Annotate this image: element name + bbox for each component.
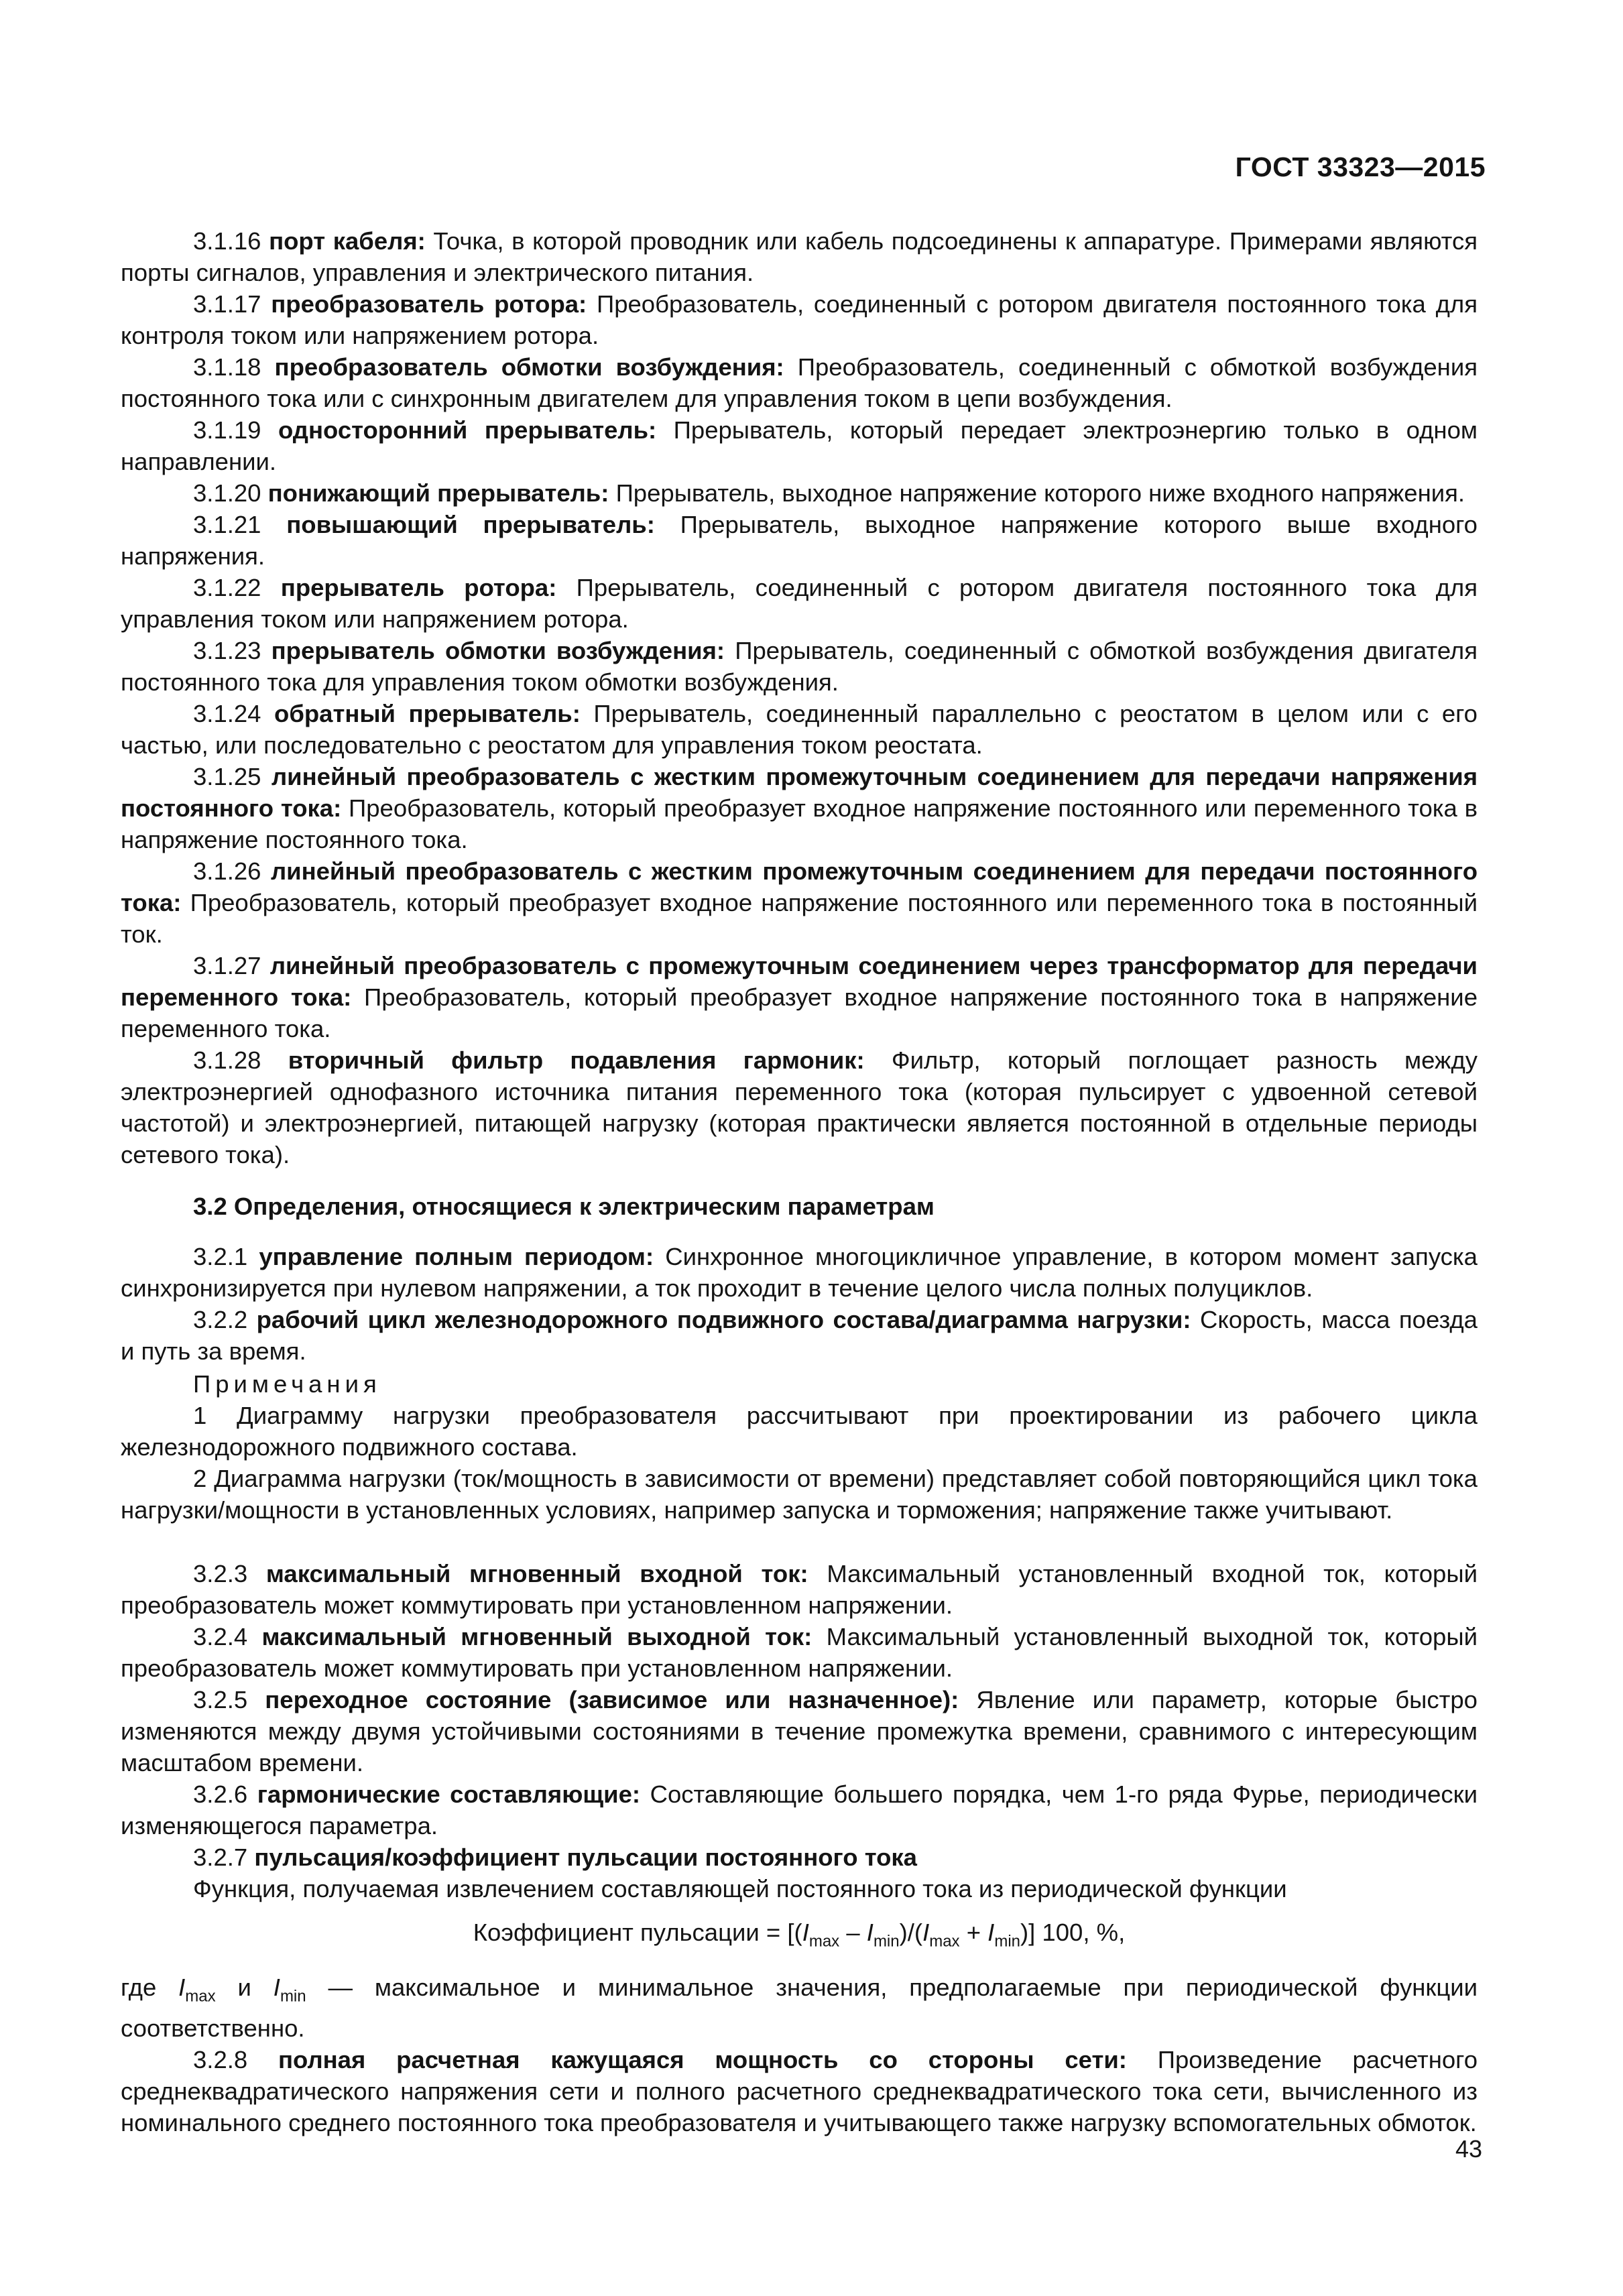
term-number: 3.1.23 <box>193 637 261 664</box>
term-text: Составляющие большего порядка, чем 1-го ряда Фурье, периодически изменяющегося параметра. <box>121 1780 1478 1839</box>
term-name: порт кабеля: <box>269 227 426 255</box>
term-name: пульсация/коэффициент пульсации постоянного тока <box>254 1844 917 1871</box>
term-definition <box>121 572 1478 635</box>
term-number: 3.1.27 <box>193 952 261 979</box>
term-definition <box>121 1778 1478 1841</box>
term-text: Преобразователь, который преобразует входное напряжение постоянного тока в напряжение переменного тока. <box>121 983 1478 1042</box>
term-number: 3.2.6 <box>193 1780 248 1808</box>
term-name: максимальный мгновенный выходной ток: <box>261 1623 813 1650</box>
term-name: односторонний прерыватель: <box>278 416 657 444</box>
term-text: Скорость, масса поезда и путь за время. <box>121 1306 1478 1365</box>
term-text: Преобразователь, соединенный с ротором двигателя постоянного тока для контроля током или напряжением ротора. <box>121 290 1478 349</box>
term-definition <box>121 351 1478 414</box>
term-name: управление полным периодом: <box>259 1243 654 1270</box>
document-code: ГОСТ 33323—2015 <box>1235 152 1486 182</box>
term-text: Максимальный установленный выходной ток, который преобразователь может коммутировать при установленном напряжении. <box>121 1623 1478 1682</box>
term-number: 3.1.28 <box>193 1046 261 1074</box>
term-name: обратный прерыватель: <box>274 700 581 727</box>
term-definition <box>121 1241 1478 1304</box>
term-definition <box>121 288 1478 351</box>
ripple-formula: Коэффициент пульсации = $[(I_{max} - I_{min})/(I_{max} + I_{min})]$ 100, %, <box>473 1919 1126 1951</box>
term-number: 3.1.20 <box>193 479 261 507</box>
terms-list-3-2-b <box>121 1558 1478 1873</box>
term-definition <box>121 509 1478 572</box>
term-definition <box>121 635 1478 698</box>
term-name: гармонические составляющие: <box>257 1780 641 1808</box>
term-name: линейный преобразователь с жестким промежуточным соединением для передачи постоянного тока: <box>121 857 1478 916</box>
note-item: 2 Диаграмма нагрузки (ток/мощность в зависимости от времени) представляет собой повторяющийся цикл тока нагрузки/мощности в установленных условиях, например запуска и торможения; напряжение также учитывают. <box>121 1465 1478 1524</box>
ripple-intro: Функция, получаемая извлечением составляющей постоянного тока из периодической функции <box>193 1875 1287 1902</box>
term-number: 3.1.16 <box>193 227 261 255</box>
term-name: понижающий прерыватель: <box>267 479 609 507</box>
term-number: 3.2.5 <box>193 1686 248 1713</box>
term-definition <box>121 855 1478 950</box>
term-number: 3.1.21 <box>193 511 261 538</box>
term-name: преобразователь ротора: <box>271 290 587 318</box>
term-number: 3.2.1 <box>193 1243 248 1270</box>
notes-heading: Примечания <box>193 1370 381 1398</box>
term-definition <box>121 950 1478 1044</box>
page-body <box>121 225 1478 2138</box>
term-name: линейный преобразователь с промежуточным соединением через трансформатор для передачи переменного тока: <box>121 952 1478 1011</box>
term-definition <box>121 1304 1478 1367</box>
note-item: 1 Диаграмму нагрузки преобразователя рассчитывают при проектировании из рабочего цикла железнодорожного подвижного состава. <box>121 1402 1478 1461</box>
term-number: 3.2.4 <box>193 1623 248 1650</box>
term-number: 3.1.24 <box>193 700 261 727</box>
spacer <box>121 1526 1478 1558</box>
term-name: рабочий цикл железнодорожного подвижного состава/диаграмма нагрузки: <box>256 1306 1191 1333</box>
term-text: Синхронное многоцикличное управление, в котором момент запуска синхронизируется при нулевом напряжении, а ток проходит в течение целого числа полных полуциклов. <box>121 1243 1478 1302</box>
term-text: Прерыватель, который передает электроэнергию только в одном направлении. <box>121 416 1478 475</box>
term-text: Преобразователь, соединенный с обмоткой возбуждения постоянного тока или с синхронным двигателем для управления током в цепи возбуждения. <box>121 353 1478 412</box>
term-text: Произведение расчетного среднеквадратического напряжения сети и полного расчетного среднеквадратического тока сети, вычисленного из номинального среднего постоянного тока преобразователя и учитывающего также нагрузку вспомогательных обмоток. <box>121 2045 1478 2136</box>
term-name: линейный преобразователь с жестким промежуточным соединением для передачи напряжения постоянного тока: <box>121 763 1478 822</box>
term-name: полная расчетная кажущаяся мощность со стороны сети: <box>278 2045 1127 2073</box>
term-name: прерыватель ротора: <box>280 574 557 601</box>
term-name: преобразователь обмотки возбуждения: <box>274 353 784 381</box>
term-definition <box>121 477 1478 509</box>
term-name: максимальный мгновенный входной ток: <box>265 1560 808 1587</box>
term-text: Преобразователь, который преобразует входное напряжение постоянного или переменного тока в напряжение постоянного тока. <box>121 794 1478 853</box>
term-name: вторичный фильтр подавления гармоник: <box>288 1046 865 1074</box>
formula-explanation: где $I_{max}$ и $I_{min}$ — максимальное и минимальное значения, предполагаемые при периодической функции соответственно. <box>121 1974 1478 2042</box>
term-definition <box>121 1841 1478 1873</box>
term-text: Фильтр, который поглощает разность между электроэнергией однофазного источника питания переменного тока (которая пульсирует с удвоенной сетевой частотой) и электроэнергией, питающей нагрузку (которая практически является постоянной в отдельные периоды сетевого тока). <box>121 1046 1478 1168</box>
term-text: Прерыватель, выходное напряжение которого выше входного напряжения. <box>121 511 1478 570</box>
term-number: 3.1.25 <box>193 763 261 790</box>
term-definition <box>121 1044 1478 1170</box>
term-definition <box>121 225 1478 288</box>
page-number: 43 <box>1455 2135 1482 2163</box>
section-heading-3-2: 3.2 Определения, относящиеся к электрическим параметрам <box>193 1193 935 1220</box>
term-text: Прерыватель, выходное напряжение которого ниже входного напряжения. <box>615 479 1465 507</box>
term-text: Прерыватель, соединенный с обмоткой возбуждения двигателя постоянного тока для управления током обмотки возбуждения. <box>121 637 1478 696</box>
term-name: переходное состояние (зависимое или назначенное): <box>265 1686 959 1713</box>
term-number: 3.2.7 <box>193 1844 248 1871</box>
term-text: Прерыватель, соединенный с ротором двигателя постоянного тока для управления током или напряжением ротора. <box>121 574 1478 633</box>
term-definition <box>121 1558 1478 1621</box>
term-definition <box>121 2044 1478 2138</box>
term-text: Явление или параметр, которые быстро изменяются между двумя устойчивыми состояниями в течение промежутка времени, сравнимого с интересующим масштабом времени. <box>121 1686 1478 1776</box>
terms-list-3-2-c <box>121 2044 1478 2138</box>
term-number: 3.2.3 <box>193 1560 248 1587</box>
term-text: Преобразователь, который преобразует входное напряжение постоянного или переменного тока в постоянный ток. <box>121 889 1478 948</box>
term-definition <box>121 414 1478 477</box>
term-text: Прерыватель, соединенный параллельно с реостатом в целом или с его частью, или последовательно с реостатом для управления током реостата. <box>121 700 1478 759</box>
terms-list-3-2-a <box>121 1241 1478 1367</box>
term-number: 3.2.2 <box>193 1306 248 1333</box>
term-name: прерыватель обмотки возбуждения: <box>271 637 725 664</box>
term-number: 3.1.19 <box>193 416 261 444</box>
term-definition <box>121 698 1478 761</box>
term-definition <box>121 761 1478 855</box>
term-number: 3.1.17 <box>193 290 261 318</box>
term-definition <box>121 1621 1478 1684</box>
term-number: 3.2.8 <box>193 2045 248 2073</box>
term-number: 3.1.26 <box>193 857 261 885</box>
term-definition <box>121 1684 1478 1778</box>
term-text: Максимальный установленный входной ток, который преобразователь может коммутировать при установленном напряжении. <box>121 1560 1478 1619</box>
term-name: повышающий прерыватель: <box>286 511 655 538</box>
terms-list-3-1 <box>121 225 1478 1170</box>
term-number: 3.1.22 <box>193 574 261 601</box>
term-text: Точка, в которой проводник или кабель подсоединены к аппаратуре. Примерами являются порты сигналов, управления и электрического питания. <box>121 227 1478 286</box>
term-number: 3.1.18 <box>193 353 261 381</box>
